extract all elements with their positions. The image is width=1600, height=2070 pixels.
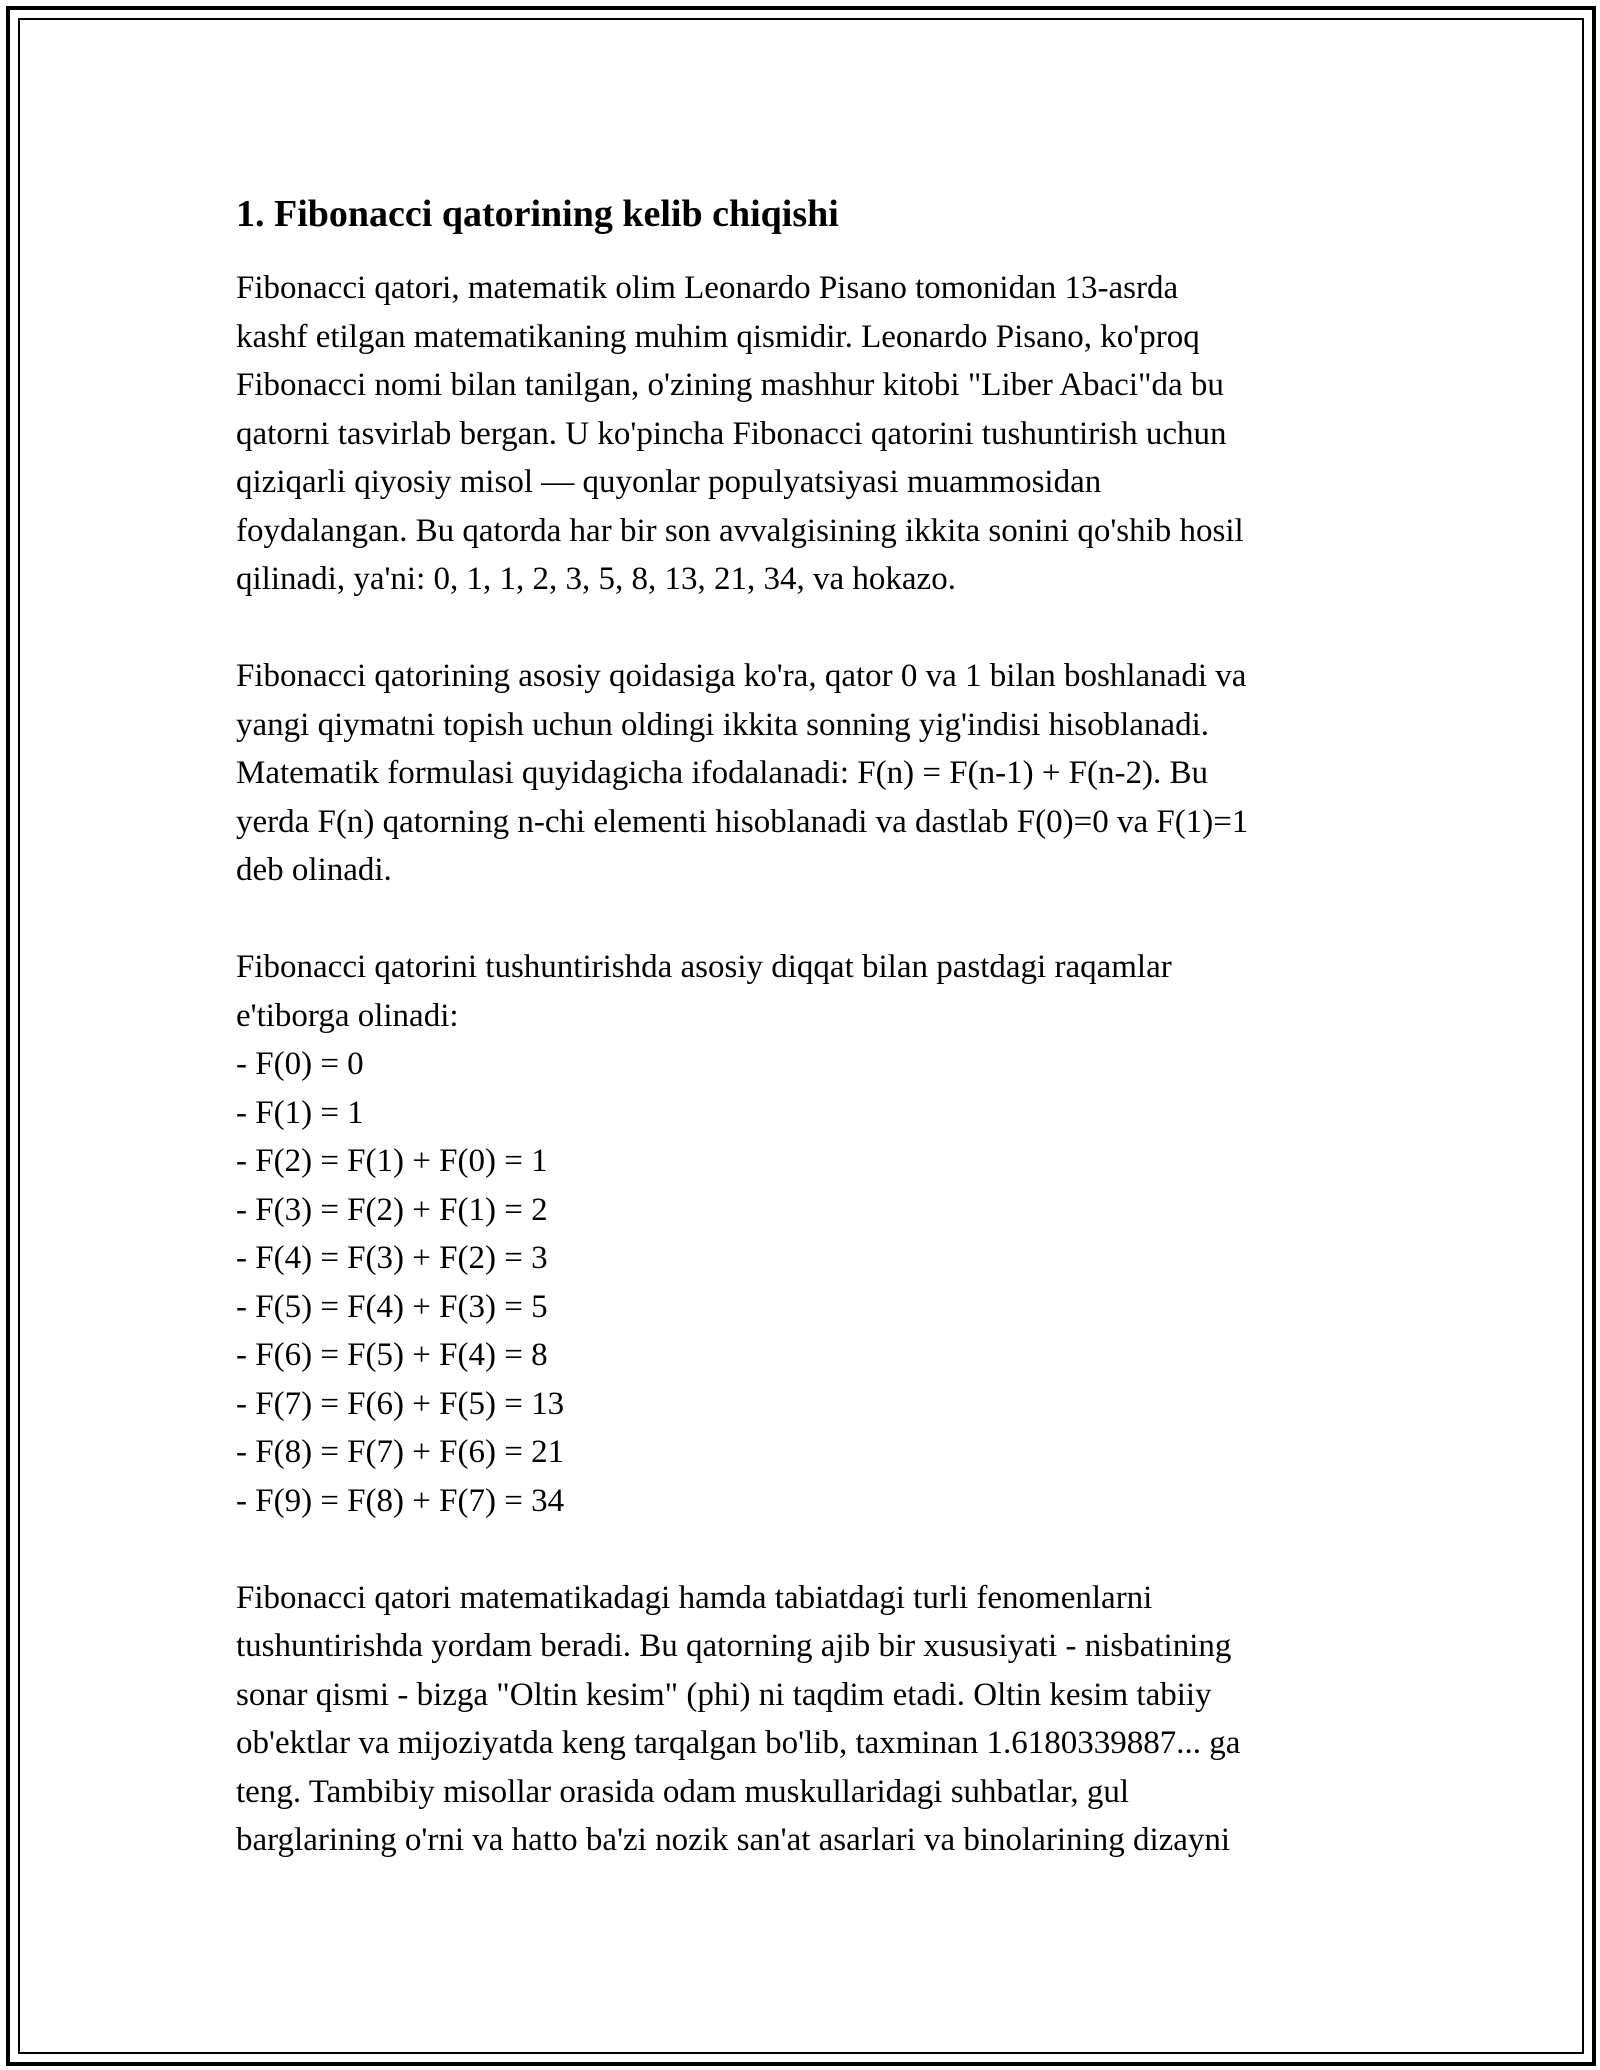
list-item: - F(6) = F(5) + F(4) = 8 <box>236 1337 548 1373</box>
text-line: deb olinadi. <box>236 852 392 888</box>
list-item: - F(9) = F(8) + F(7) = 34 <box>236 1482 565 1519</box>
text-line: kashf etilgan matematikaning muhim qismidir. Leonardo Pisano, ko'proq <box>236 318 1200 355</box>
text-line: tushuntirishda yordam beradi. Bu qatorning ajib bir xususiyati - nisbatining <box>236 1628 1232 1664</box>
list-item: - F(1) = 1 <box>236 1094 364 1131</box>
text-line: qilinadi, ya'ni: 0, 1, 1, 2, 3, 5, 8, 13, 21, 34, va hokazo. <box>236 561 956 597</box>
text-line: yangi qiymatni topish uchun oldingi ikkita sonning yig'indisi hisoblanadi. <box>236 706 1209 743</box>
text-line: e'tiborga olinadi: <box>236 997 459 1034</box>
list-item: - F(8) = F(7) + F(6) = 21 <box>236 1434 565 1470</box>
list-item: - F(2) = F(1) + F(0) = 1 <box>236 1143 548 1179</box>
text-line: qiziqarli qiyosiy misol — quyonlar populyatsiyasi muammosidan <box>236 464 1102 500</box>
text-line: Fibonacci qatorining asosiy qoidasiga ko'ra, qator 0 va 1 bilan boshlanadi va <box>236 658 1247 694</box>
paragraph-origin <box>236 264 1376 604</box>
text-line: ob'ektlar va mijoziyatda keng tarqalgan bo'lib, taxminan 1.6180339887... ga <box>236 1725 1241 1761</box>
paragraph-rule <box>236 652 1376 895</box>
document-body <box>236 186 1376 1913</box>
list-item: - F(0) = 0 <box>236 1046 364 1082</box>
text-line: Fibonacci qatori matematikadagi hamda tabiatdagi turli fenomenlarni <box>236 1579 1153 1616</box>
text-line: sonar qismi - bizga "Oltin kesim" (phi) ni taqdim etadi. Oltin kesim tabiiy <box>236 1676 1212 1713</box>
text-line: teng. Tambibiy misollar orasida odam muskullaridagi suhbatlar, gul <box>236 1773 1130 1810</box>
text-line: yerda F(n) qatorning n-chi elementi hisoblanadi va dastlab F(0)=0 va F(1)=1 <box>236 803 1249 840</box>
text-line: foydalangan. Bu qatorda har bir son avvalgisining ikkita sonini qo'shib hosil <box>236 512 1244 549</box>
text-line: Fibonacci qatorini tushuntirishda asosiy diqqat bilan pastdagi raqamlar <box>236 949 1172 985</box>
section-title: 1. Fibonacci qatorining kelib chiqishi <box>236 193 839 235</box>
paragraph-sequence <box>236 943 1376 1525</box>
text-line: Matematik formulasi quyidagicha ifodalanadi: F(n) = F(n-1) + F(n-2). Bu <box>236 755 1209 791</box>
list-item: - F(7) = F(6) + F(5) = 13 <box>236 1385 565 1422</box>
list-item: - F(5) = F(4) + F(3) = 5 <box>236 1288 548 1325</box>
list-item: - F(4) = F(3) + F(2) = 3 <box>236 1240 548 1276</box>
paragraph-golden-ratio <box>236 1574 1376 1865</box>
text-line: barglarining o'rni va hatto ba'zi nozik san'at asarlari va binolarining dizayni <box>236 1822 1231 1858</box>
list-item: - F(3) = F(2) + F(1) = 2 <box>236 1191 548 1228</box>
text-line: Fibonacci nomi bilan tanilgan, o'zining mashhur kitobi "Liber Abaci"da bu <box>236 367 1224 403</box>
text-line: qatorni tasvirlab bergan. U ko'pincha Fibonacci qatorini tushuntirish uchun <box>236 415 1227 452</box>
sequence-list <box>236 1040 1376 1525</box>
text-line: Fibonacci qatori, matematik olim Leonardo Pisano tomonidan 13-asrda <box>236 270 1179 306</box>
